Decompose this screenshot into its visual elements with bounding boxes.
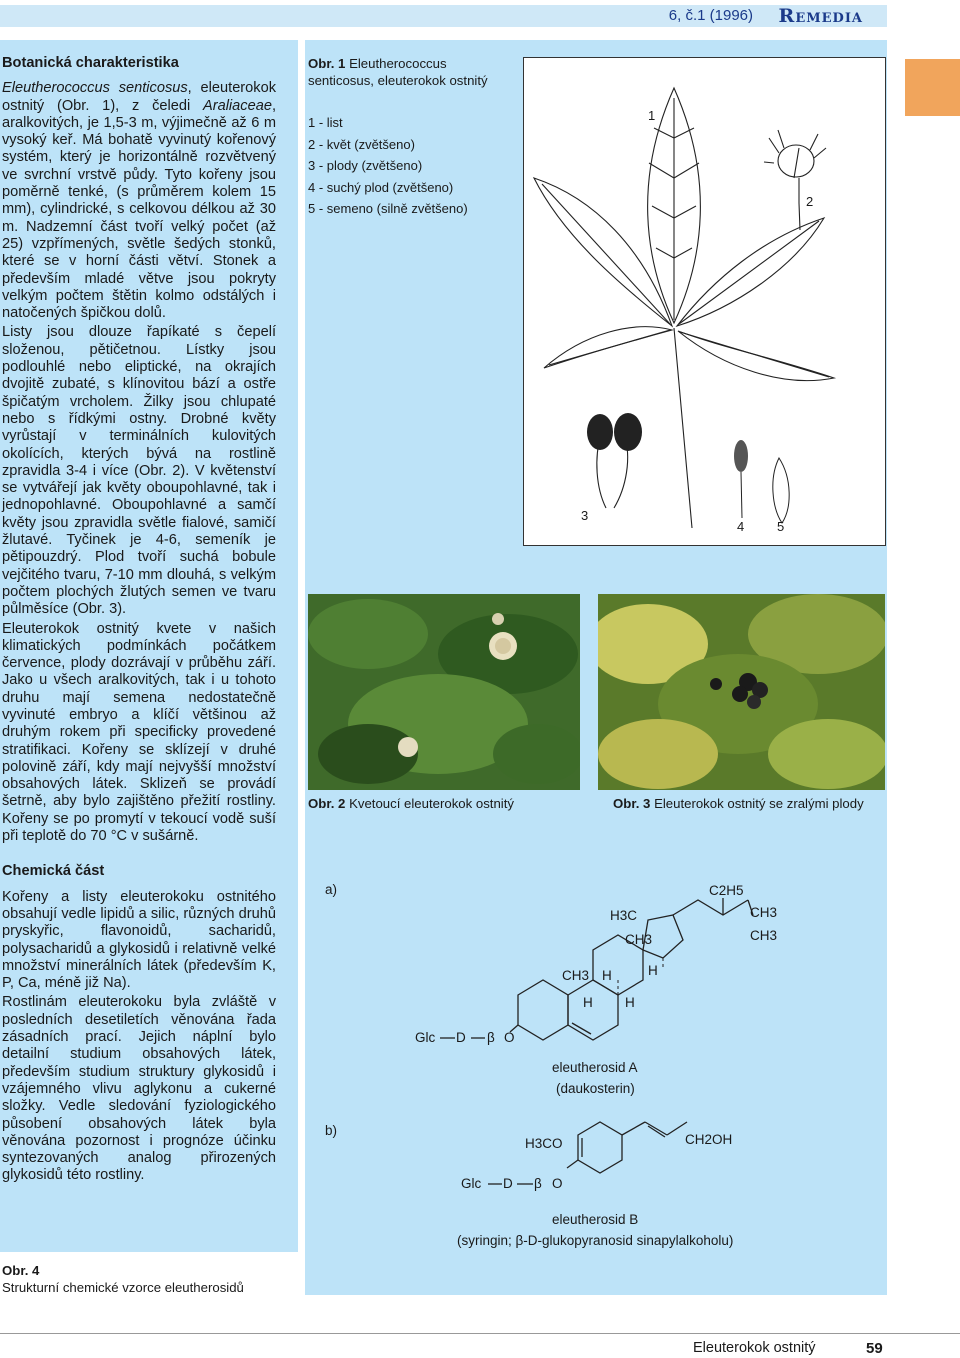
plate-num-1: 1 <box>648 108 656 123</box>
paragraph: Eleutherococcus senticosus, eleuterokok ostnitý (Obr. 1), z čeledi Araliaceae, aralkovitých, je 1,5-3 m, výjimečně až 6 m vysoký keř. Má bohatě vyvinutý kořenový systém, který je horizontálně rozvětvený ve svrchní vrstvě půdy. Tyto kořeny jsou poměrně tenké, (s průměrem kolem 15 mm), cylindrické, s celkovou délkou až 30 m. Nadzemní část tvoří velký počet (až 25) vzpřímených, světle šedých stonků, které se v horní části větví. Stonek a především mladé větve jsou pokryty velkým počtem štětin kolmo odstálých i natočených špičkou dolů. <box>2 80 277 322</box>
plate-num-5: 5 <box>777 519 785 534</box>
fig2-caption: Obr. 2 Kvetoucí eleuterokok ostnitý <box>308 796 514 811</box>
plate-num-3: 3 <box>581 508 589 523</box>
botanical-plate <box>523 57 886 546</box>
photo-fruiting <box>598 594 885 790</box>
eleutherosid-b-name: eleutherosid B <box>552 1212 639 1227</box>
footer-title: Eleuterokok ostnitý <box>693 1340 816 1356</box>
legend-item: 2 - květ (zvětšeno) <box>308 136 415 152</box>
chem-c2h5: C2H5 <box>709 883 744 898</box>
fig1-legend <box>308 112 518 220</box>
chem-h3c: H3C <box>610 908 638 923</box>
eleutherosid-b-alt: (syringin; β-D-glukopyranosid sinapylalkoholu) <box>457 1233 734 1248</box>
chem-ch3-c: CH3 <box>625 932 653 947</box>
chem-h3co: H3CO <box>525 1136 563 1151</box>
paragraph: Rostlinám eleuterokoku byla zvláště v posledních desetiletích věnována řada zásadních prací. Jejich náplní bylo detailní studium obsahových látek, především studium struktury glykosidů i vzájemného vlivu aglykonu a cukerné složky. Vedle sledování fyziologického působení obsahových látek byla věnována pozornost i prognóze účinku syntezovaných analog přirozených glykosidů této rostliny. <box>2 994 276 1184</box>
legend-item: 5 - semeno (silně zvětšeno) <box>308 201 468 216</box>
paragraph: Eleuterokok ostnitý kvete v našich klimatických podmínkách počátkem července, plody dozrávají v průběhu září. Jako u všech aralkovitých, tak i u tohoto druhu mají semena nedostatečně vyvinuté embryo a klíčí většinou až druhým rokem při specificky provedené stratifikaci. Kořeny se sklízejí v druhé polovině září, kdy mají nejvyšší množství obsahových látek. Sklizeň se provádí šetrně, aby bylo zajištěno přežití rostliny. Kořeny se po promytí v tekoucí vodě suší při teplotě do 70 °C v sušárně. <box>2 620 276 845</box>
page-number: 59 <box>866 1340 883 1357</box>
plate-num-2: 2 <box>806 194 814 209</box>
chem-glc-b: Glc <box>461 1176 482 1191</box>
chem-o-b: O <box>552 1176 563 1191</box>
chem-beta-b: β <box>534 1176 542 1191</box>
chem-h3: H <box>583 995 593 1010</box>
label-b: b) <box>325 1123 338 1138</box>
chem-beta-a: β <box>487 1030 495 1045</box>
legend-item: 3 - plody (zvětšeno) <box>308 158 423 173</box>
flower <box>778 145 814 177</box>
heading-botany: Botanická charakteristika <box>2 55 179 71</box>
paragraph: Listy jsou dlouze řapíkaté s čepelí složenou, pětičetnou. Lístky jsou podlouhlé nebo eliptické, na okrajích dvojitě zubaté, s klínovitou bází a ostře špičatým vrcholem. Žilky jsou chlupaté nebo s řídkými ostny. Drobné květy vyrůstají v terminálních kulovitých okolících, kterých bývá na rostlině zpravidla 3-4 i více (Obr. 2). V květenství se vytvářejí jak květy oboupohlavné, tak i jednopohlavné. Oboupohlavné a samčí květy jsou zpravidla světle fialové, samičí žlutavé. Tyčinek je 4-6, semeník je pětipouzdrý. Plod tvoří suchá bobule vejčitého tvaru, 7-10 mm dlouhá, s velkým počtem plochých žlutých semen ve tvaru půlměsíce (Obr. 3). <box>2 324 276 618</box>
article-text <box>2 55 276 1187</box>
chem-h2: H <box>648 963 658 978</box>
petiole <box>674 328 692 528</box>
fig1-caption: Obr. 1 Eleutherococcus senticosus, eleuterokok ostnitý <box>308 56 488 89</box>
chem-d-a: D <box>456 1030 466 1045</box>
chem-ch3-d: CH3 <box>562 968 590 983</box>
photo-flowering <box>308 594 580 790</box>
footer-rule <box>0 1333 960 1334</box>
chem-structures <box>305 870 887 1260</box>
photo-flowering-img <box>308 594 580 790</box>
paragraph: Kořeny a listy eleuterokoku ostnitého obsahují vedle lipidů a silic, různých druhů pryskyřic, flavonoidů, sacharidů, polysacharidů a glykosidů i relativně velké množství minerálních látek (především K, P, Ca, méně již Na). <box>2 888 276 992</box>
plate-num-4: 4 <box>737 519 745 534</box>
flower-stalk <box>794 148 800 230</box>
header-bar <box>0 5 887 27</box>
section-tab <box>905 59 960 116</box>
ring-a <box>518 980 568 1040</box>
dry-fruit-stalk <box>741 472 742 518</box>
chem-ch3-b: CH3 <box>750 928 778 943</box>
chem-ch3-a: CH3 <box>750 905 778 920</box>
chem-ch2oh: CH2OH <box>685 1132 733 1147</box>
side-chain <box>673 900 748 915</box>
eleutherosid-a-alt: (daukosterin) <box>556 1081 635 1096</box>
seed <box>773 458 789 523</box>
photo-fruiting-img <box>598 594 885 790</box>
fruit-2 <box>614 413 642 451</box>
fig4-caption: Obr. 4 Strukturní chemické vzorce eleutherosidů <box>2 1263 244 1296</box>
heading-chemistry: Chemická část <box>2 863 105 880</box>
benzene-ring <box>578 1122 622 1173</box>
ring-b <box>568 980 618 1040</box>
issue-info: 6, č.1 (1996) <box>668 7 753 24</box>
legend-item: 4 - suchý plod (zvětšeno) <box>308 179 454 195</box>
fruit-1 <box>587 414 613 450</box>
chem-d-b: D <box>503 1176 513 1191</box>
fig3-caption: Obr. 3 Eleuterokok ostnitý se zralými plody <box>613 796 864 811</box>
chem-h4: H <box>625 995 635 1010</box>
chem-glc-a: Glc <box>415 1030 436 1045</box>
chem-o-a: O <box>504 1030 515 1045</box>
plant-drawing <box>524 58 885 545</box>
chem-h1: H <box>602 968 612 983</box>
dry-fruit <box>734 440 748 472</box>
eleutherosid-a-name: eleutherosid A <box>552 1060 638 1075</box>
legend-item: 1 - list <box>308 115 343 130</box>
label-a: a) <box>325 882 338 897</box>
journal-logo: Remedia <box>778 5 863 27</box>
